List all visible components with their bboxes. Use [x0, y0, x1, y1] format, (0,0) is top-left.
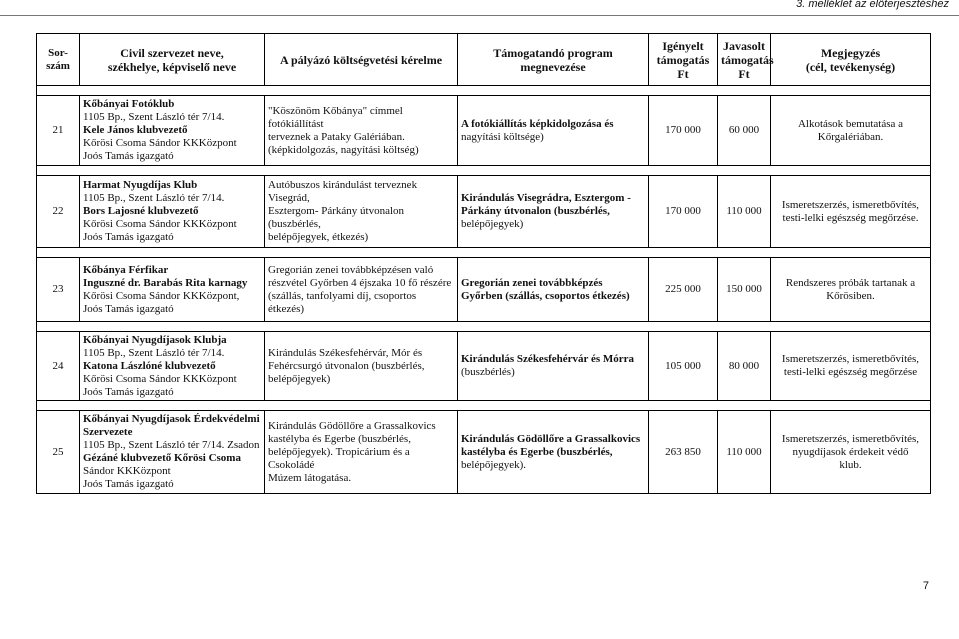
table-row [37, 258, 931, 322]
org-line: Kőbányai Fotóklub [83, 98, 175, 110]
request-cell [265, 258, 458, 322]
grant-table [36, 33, 931, 494]
org-line: Joós Tamás igazgató [83, 385, 174, 398]
request-line: Kirándulás Gödöllőre a Grassalkovics [268, 419, 436, 432]
org-line: Sándor KKKözpont [83, 465, 171, 477]
org-line: Joós Tamás igazgató [83, 302, 174, 315]
request-line: (szállás, tanfolyami díj, csoportos étkezés) [268, 289, 417, 315]
proposed-amount: 60 000 [718, 96, 771, 166]
org-line: Kőrösi Csoma Sándor KKKözpont, [83, 289, 240, 302]
request-line: belépőjegyek). Tropicárium és a Csokoládé [268, 445, 410, 471]
program-line: A fotókiállítás képkidolgozása és [461, 117, 614, 130]
note-line: Ismeretszerzés, ismeretbővítés, [781, 198, 920, 211]
program-line: Kirándulás Székesfehérvár és Mórra [461, 353, 635, 365]
program-line: kastélyba és Egerbe (buszbérlés, [461, 445, 613, 458]
col-header-request [265, 34, 458, 86]
request-cell [265, 176, 458, 248]
col-header-org-line1: Civil szervezet neve, [120, 45, 224, 60]
org-line: Kőbánya Férfikar [83, 263, 169, 276]
request-line: kastélyba és Egerbe (buszbérlés, [268, 432, 411, 445]
note-line: testi-lelki egészség megőrzése [783, 366, 918, 378]
proposed-amount: 80 000 [718, 332, 771, 401]
requested-amount: 170 000 [649, 96, 718, 166]
request-line: "Köszönöm Kőbánya" címmel fotókiállítást [268, 104, 403, 130]
requested-amount: 170 000 [649, 176, 718, 248]
org-line: Inguszné dr. Barabás Rita karnagy [83, 276, 248, 289]
col-header-proposed-line2: támogatás [721, 52, 774, 67]
org-line: Kele János klubvezető [83, 124, 188, 136]
row-spacer-cell [37, 86, 931, 96]
col-header-org-line2: székhelye, képviselő neve [107, 59, 237, 74]
page-number: 7 [922, 580, 929, 592]
org-cell [80, 176, 265, 248]
program-line: belépőjegyek) [461, 218, 524, 230]
col-header-proposed [718, 34, 774, 86]
program-cell [458, 411, 649, 494]
org-line: Harmat Nyugdíjas Klub [83, 179, 198, 191]
org-cell [80, 258, 265, 322]
row-index: 21 [37, 96, 80, 166]
table-row [37, 96, 931, 166]
requested-amount: 225 000 [649, 258, 718, 322]
program-cell [458, 332, 649, 401]
request-line: Fehércsurgó útvonalon (buszbérlés, [268, 359, 425, 372]
notes-cell [771, 96, 931, 166]
request-line: Autóbuszos kirándulást terveznek Visegrád, [268, 179, 418, 204]
col-header-org [80, 34, 265, 86]
row-spacer [37, 322, 931, 332]
program-line: Győrben (szállás, csoportos étkezés) [461, 289, 630, 302]
row-index: 24 [37, 332, 80, 401]
col-header-notes-line2: (cél, tevékenység) [805, 59, 896, 74]
org-line: Kőbányai Nyugdíjasok Klubja [83, 333, 227, 346]
table-row [37, 332, 931, 401]
row-index: 25 [37, 411, 80, 494]
org-line: Kőrösi Csoma Sándor KKKözpont [83, 372, 237, 385]
org-line: 1105 Bp., Szent László tér 7/14. [83, 192, 225, 204]
request-line: belépőjegyek, étkezés) [268, 231, 369, 243]
org-line: Bors Lajosné klubvezető [83, 205, 199, 217]
org-line: Kőrösi Csoma Sándor KKKözpont [83, 218, 237, 230]
header-divider [0, 15, 959, 16]
row-spacer [37, 401, 931, 411]
notes-cell [771, 332, 931, 401]
col-header-index [37, 34, 80, 86]
col-header-notes [771, 34, 931, 86]
notes-cell [771, 176, 931, 248]
note-line: nyugdíjasok érdekeit védő [792, 445, 909, 458]
request-line: Múzem látogatása. [268, 471, 352, 484]
col-header-index-line1: Sor- [48, 46, 68, 59]
col-header-request-line1: A pályázó költségvetési kérelme [279, 52, 443, 67]
col-header-program-line1: Támogatandó program [493, 45, 613, 60]
request-line: Esztergom- Párkány útvonalon (buszbérlés, [268, 205, 405, 230]
table-row [37, 176, 931, 248]
col-header-requested [649, 34, 718, 86]
note-line: Alkotások bemutatása a [797, 117, 904, 130]
note-line: testi-lelki egészség megőrzése. [782, 211, 919, 224]
note-line: klub. [839, 458, 862, 471]
proposed-amount: 110 000 [718, 411, 771, 494]
program-line: nagyítási költsége) [461, 130, 544, 143]
program-cell [458, 176, 649, 248]
org-line: Joós Tamás igazgató [83, 231, 174, 243]
row-spacer-cell [37, 166, 931, 176]
col-header-requested-line2: támogatás [656, 52, 710, 67]
org-cell [80, 332, 265, 401]
org-line: 1105 Bp., Szent László tér 7/14. Zsadon [83, 439, 260, 451]
col-header-program-line2: megnevezése [520, 59, 586, 74]
org-line: Joós Tamás igazgató [83, 150, 174, 162]
program-line: Kirándulás Visegrádra, Esztergom - [461, 192, 631, 204]
request-cell [265, 96, 458, 166]
proposed-amount: 110 000 [718, 176, 771, 248]
notes-cell [771, 411, 931, 494]
requested-amount: 105 000 [649, 332, 718, 401]
col-header-notes-line1: Megjegyzés [820, 45, 881, 60]
col-header-proposed-line1: Javasolt [723, 38, 765, 53]
table-header-row [37, 34, 931, 86]
program-cell [458, 258, 649, 322]
request-cell [265, 332, 458, 401]
row-spacer-cell [37, 322, 931, 332]
org-line: 1105 Bp., Szent László tér 7/14. [83, 111, 225, 123]
org-line: Gézáné klubvezető Kőrösi Csoma [83, 452, 241, 464]
row-spacer [37, 86, 931, 96]
request-line: Kirándulás Székesfehérvár, Mór és [268, 346, 423, 359]
row-spacer [37, 166, 931, 176]
org-line: Kőbányai Nyugdíjasok Érdekvédelmi [83, 413, 260, 425]
row-spacer [37, 248, 931, 258]
col-header-requested-line3: Ft [677, 66, 689, 81]
org-line: Katona Lászlóné klubvezető [83, 359, 216, 372]
program-line: (buszbérlés) [461, 366, 515, 378]
proposed-amount: 150 000 [718, 258, 771, 322]
org-line: 1105 Bp., Szent László tér 7/14. [83, 346, 225, 359]
col-header-requested-line1: Igényelt [662, 38, 704, 53]
note-line: Kőrösiben. [826, 289, 875, 302]
request-line: belépőjegyek) [268, 372, 331, 385]
program-cell [458, 96, 649, 166]
row-index: 23 [37, 258, 80, 322]
note-line: Rendszeres próbák tartanak a [785, 276, 916, 289]
org-line: Kőrösi Csoma Sándor KKKözpont [83, 137, 237, 149]
program-line: Gregorián zenei továbbképzés [461, 276, 603, 289]
program-line: Párkány útvonalon (buszbérlés, [461, 205, 610, 217]
org-cell [80, 411, 265, 494]
request-line: részvétel Győrben 4 éjszaka 10 fő részére [268, 276, 452, 289]
request-line: terveznek a Pataky Galériában. [268, 130, 405, 143]
col-header-program [458, 34, 649, 86]
row-spacer-cell [37, 248, 931, 258]
note-line: Ismeretszerzés, ismeretbővítés, [781, 353, 920, 365]
table-row [37, 411, 931, 494]
table-body [37, 86, 931, 494]
org-line: Szervezete [83, 426, 133, 438]
requested-amount: 263 850 [649, 411, 718, 494]
org-line: Joós Tamás igazgató [83, 478, 174, 490]
request-line: Gregorián zenei továbbképzésen való [268, 263, 434, 276]
document-header-note: 3. melléklet az előterjesztéshez [796, 0, 949, 10]
note-line: Ismeretszerzés, ismeretbővítés, [781, 432, 920, 445]
request-cell [265, 411, 458, 494]
notes-cell [771, 258, 931, 322]
program-line: belépőjegyek). [461, 458, 527, 471]
program-line: Kirándulás Gödöllőre a Grassalkovics [461, 432, 641, 445]
note-line: Kőrgalériában. [817, 130, 884, 143]
row-spacer-cell [37, 401, 931, 411]
request-line: (képkidolgozás, nagyítási költség) [268, 143, 419, 156]
col-header-index-line2: szám [46, 59, 70, 72]
col-header-proposed-line3: Ft [738, 66, 750, 81]
row-index: 22 [37, 176, 80, 248]
org-cell [80, 96, 265, 166]
